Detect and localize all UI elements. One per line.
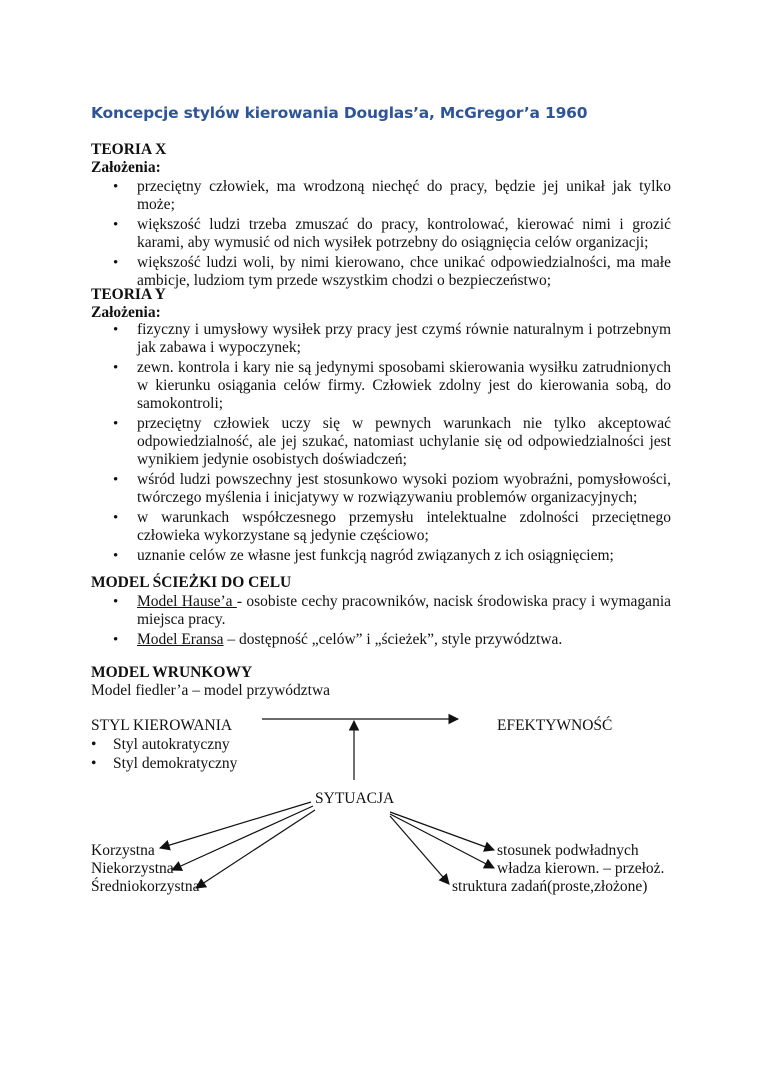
arrow-to-wladza — [390, 814, 494, 868]
factor-power: władza kierown. – przełoż. — [497, 860, 665, 877]
theory-y-assumptions-label: Założenia: — [91, 304, 161, 321]
arrow-to-struktura — [390, 816, 449, 884]
outcome-favorable: Korzystna — [91, 842, 155, 859]
arrow-to-stosunek — [390, 812, 494, 850]
list-item: • większość ludzi trzeba zmuszać do pracy, kontrolować, kierować nimi i grozić karami, aby wymusić od nich wysiłek potrzebny do osiągnięcia celów organizacji; — [91, 216, 671, 252]
list-item: • uznanie celów ze własne jest funkcją nagród związanych z ich osiągnięciem; — [91, 547, 671, 565]
effectiveness-label: EFEKTYWNOŚĆ — [497, 717, 613, 734]
situation-label: SYTUACJA — [315, 790, 395, 807]
contingency-subtitle: Model fiedler’a – model przywództwa — [91, 682, 331, 699]
factor-relations: stosunek podwładnych — [497, 842, 639, 859]
list-item: • fizyczny i umysłowy wysiłek przy pracy jest czymś równie naturalnym i potrzebnym jak zabawa i wypoczynek; — [91, 321, 671, 357]
model-eransa-link: Model Eransa — [137, 631, 224, 648]
theory-y-heading: TEORIA Y — [91, 286, 166, 303]
arrow-to-sredniokorzystna — [196, 810, 315, 888]
style-label: STYL KIEROWANIA — [91, 717, 233, 734]
theory-x-heading: TEORIA X — [91, 141, 167, 158]
outcome-medium: Średniokorzystna — [91, 878, 200, 895]
theory-x-assumptions-label: Założenia: — [91, 159, 161, 176]
outcome-unfavorable: Niekorzystna — [91, 860, 174, 877]
list-item: • przeciętny człowiek, ma wrodzoną niechęć do pracy, będzie jej unikał jak tylko może; — [91, 178, 671, 214]
list-item: • przeciętny człowiek uczy się w pewnych warunkach nie tylko akceptować odpowiedzialność, ale jej szukać, natomiast uchylanie się od odpowiedzialności jest wynikiem jedynie osobistych doświadczeń; — [91, 415, 671, 469]
list-item: • zewn. kontrola i kary nie są jedynymi sposobami skierowania wysiłku zatrudnionych w kierunku osiągania celów firmy. Człowiek zdolny jest do kierowania sobą, do samokontroli; — [91, 359, 671, 413]
model-hause-link: Model Hause’a — [137, 593, 237, 610]
contingency-heading: MODEL WRUNKOWY — [91, 664, 253, 681]
list-item: • w warunkach współczesnego przemysłu intelektualne zdolności przeciętnego człowieka wykorzystane są jedynie częściowo; — [91, 509, 671, 545]
factor-task-structure: struktura zadań(proste,złożone) — [452, 878, 648, 895]
list-item: • wśród ludzi powszechny jest stosunkowo wysoki poziom wyobraźni, pomysłowości, twórczego myślenia i inicjatywy w rozwiązywaniu problemów organizacyjnych; — [91, 471, 671, 507]
path-goal-heading: MODEL ŚCIEŻKI DO CELU — [91, 574, 292, 591]
list-item: • większość ludzi woli, by nimi kierowano, chce unikać odpowiedzialności, ma małe ambicje, ludziom tym przede wszystkim chodzi o bezpieczeństwo; — [91, 254, 671, 290]
style-item-autocratic: • Styl autokratyczny — [91, 736, 230, 753]
model-eransa-desc: – dostępność „celów” i „ścieżek”, style przywództwa. — [223, 631, 563, 648]
page-title: Koncepcje stylów kierowania Douglas’a, McGregor’a 1960 — [91, 104, 588, 122]
model-hause-desc: - osobiste cechy pracowników, nacisk środowiska pracy i wymagania miejsca pracy. — [137, 593, 671, 628]
style-item-democratic: • Styl demokratyczny — [91, 755, 238, 772]
